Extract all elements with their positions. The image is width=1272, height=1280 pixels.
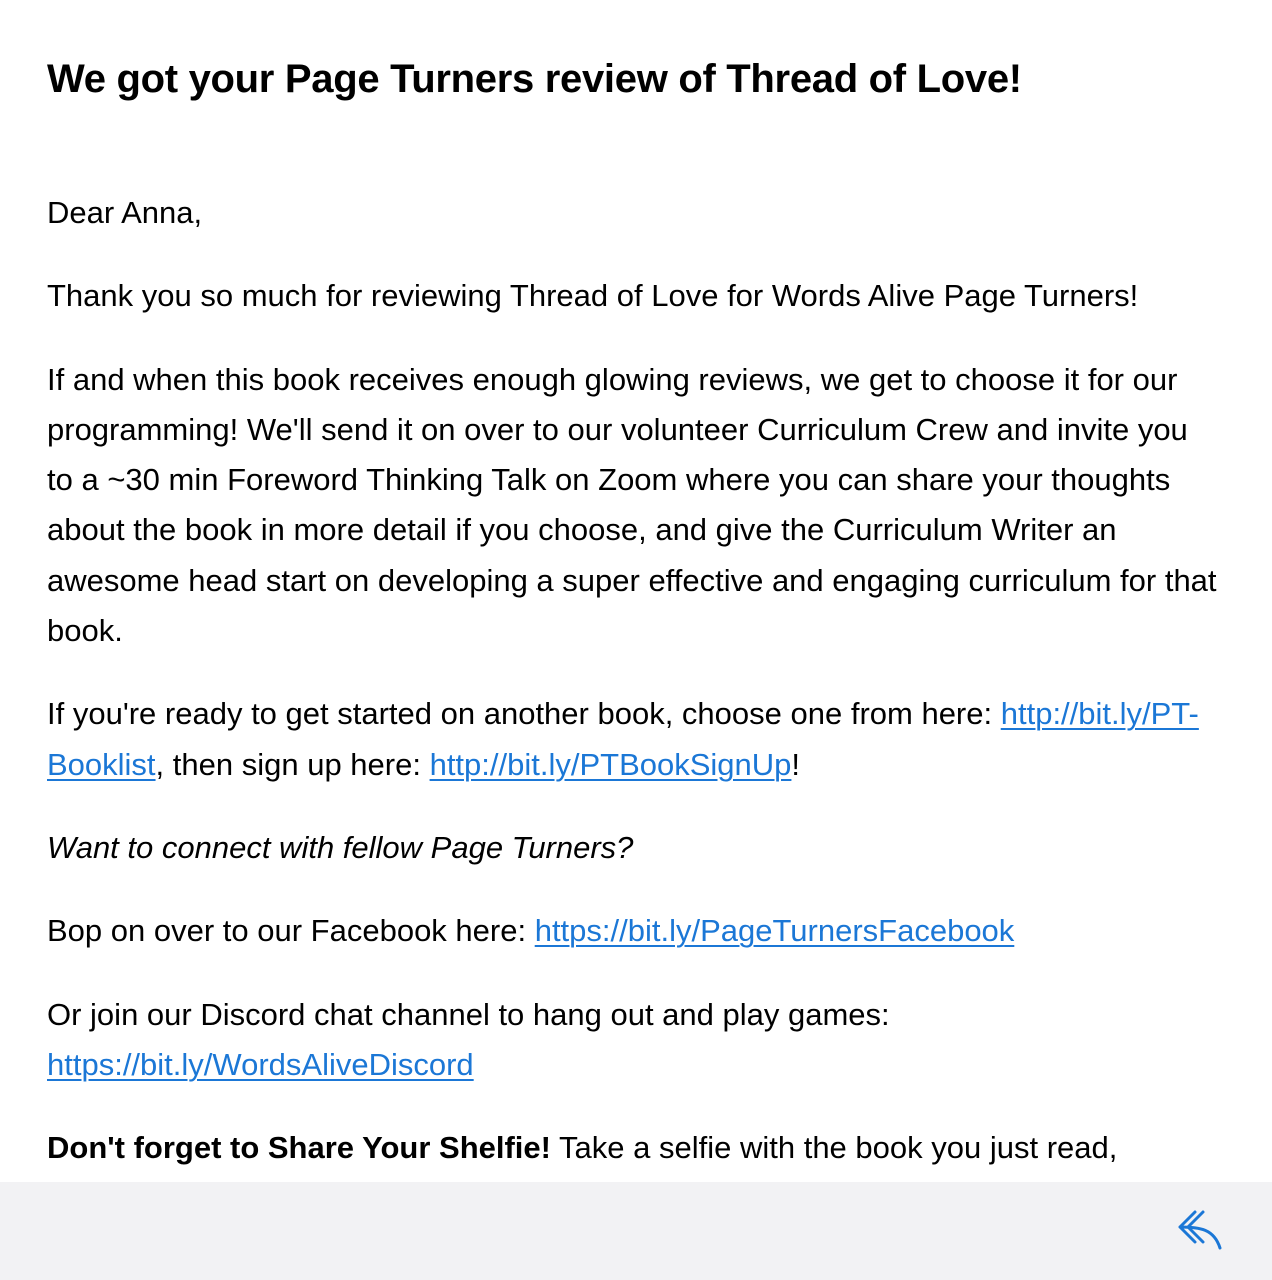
email-subject: We got your Page Turners review of Thread of Love! bbox=[47, 57, 1022, 101]
thanks-paragraph: Thank you so much for reviewing Thread of Love for Words Alive Page Turners! bbox=[47, 278, 1139, 314]
connect-heading bbox=[47, 823, 1217, 873]
booklist-paragraph bbox=[47, 689, 1217, 790]
signup-link[interactable]: http://bit.ly/PTBookSignUp bbox=[429, 746, 792, 782]
programming-paragraph: If and when this book receives enough glowing reviews, we get to choose it for our programming! We'll send it on over to our volunteer Curriculum Crew and invite you to a ~30 min Foreword Thinking Talk on Zoom where you can share your thoughts about the book in more detail if you choose, and give the Curriculum Writer an awesome head start on developing a super effective and engaging curriculum for that book. bbox=[47, 361, 1217, 649]
shelfie-rest: Take a selfie with the book you just read, bbox=[550, 1130, 1118, 1166]
facebook-link[interactable]: https://bit.ly/PageTurnersFacebook bbox=[534, 913, 1015, 949]
booklist-prefix: If you're ready to get started on another book, choose one from here: bbox=[47, 696, 1001, 732]
reply-icon bbox=[1176, 1208, 1224, 1252]
discord-paragraph bbox=[47, 990, 1217, 1091]
shelfie-bold: Don't forget to Share Your Shelfie! bbox=[47, 1130, 551, 1166]
email-body bbox=[47, 188, 1217, 1182]
signup-prefix: , then sign up here: bbox=[155, 746, 430, 782]
facebook-paragraph bbox=[47, 906, 1217, 956]
email-content bbox=[47, 0, 1227, 1182]
discord-prefix: Or join our Discord chat channel to hang out and play games: bbox=[47, 996, 890, 1032]
shelfie-paragraph bbox=[47, 1123, 1217, 1173]
greeting: Dear Anna, bbox=[47, 195, 203, 230]
bottom-toolbar bbox=[0, 1182, 1272, 1280]
signup-suffix: ! bbox=[791, 746, 801, 782]
connect-heading-text: Want to connect with fellow Page Turners? bbox=[47, 829, 634, 865]
reply-button[interactable] bbox=[1170, 1202, 1230, 1258]
facebook-prefix: Bop on over to our Facebook here: bbox=[47, 913, 535, 949]
discord-link[interactable]: https://bit.ly/WordsAliveDiscord bbox=[47, 1046, 474, 1082]
booklist-link[interactable]: http://bit.ly/PT-Booklist bbox=[47, 696, 1199, 782]
